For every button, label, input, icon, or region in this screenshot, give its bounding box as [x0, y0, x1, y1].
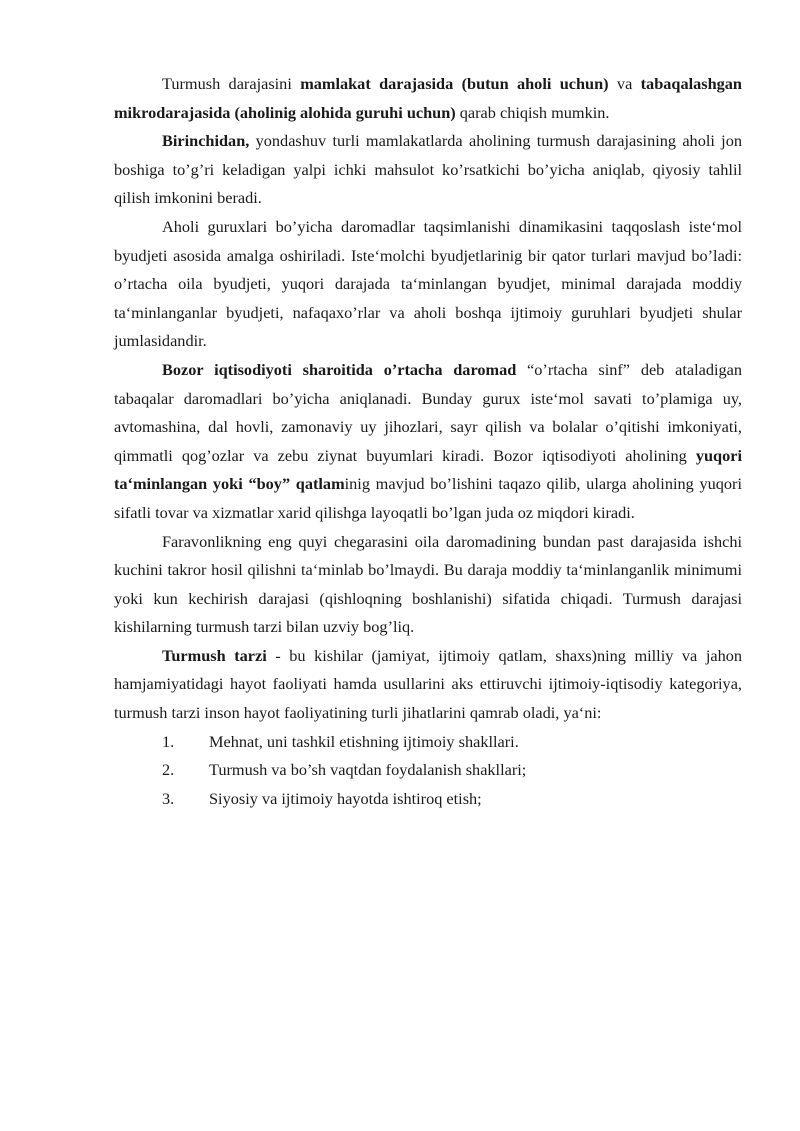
- numbered-list: [114, 728, 742, 814]
- document-body: [114, 70, 742, 728]
- list-item: [114, 728, 742, 757]
- bold-text-run: tabaqalashgan mikrodarajasida (aholinig alohida guruhi uchun): [114, 74, 742, 122]
- list-item-number: 2.: [162, 760, 175, 780]
- list-item-number: 3.: [162, 788, 175, 808]
- list-item-text: Turmush va bo’sh vaqtdan foydalanish shakllari;: [209, 760, 527, 780]
- bold-text-run: yuqori ta‘minlangan yoki “boy” qatlam: [114, 445, 742, 494]
- text-run: yondashuv turli mamlakatlarda aholining turmush darajasining aholi jon boshiga to’g’ri keladigan yalpi ichki mahsulot ko’rsatkichi bo’yicha aniqlab, qiyosiy tahlil qilish imkonini beradi.: [114, 131, 742, 208]
- list-item-number: 1.: [162, 731, 175, 751]
- paragraph: [114, 642, 742, 728]
- document-page: [114, 70, 742, 813]
- list-item-text: Mehnat, uni tashkil etishning ijtimoiy shakllari.: [209, 731, 519, 751]
- paragraph: [114, 70, 742, 127]
- text-run: va: [608, 74, 641, 93]
- text-run: inig mavjud bo’lishini taqazo qilib, ularga aholining yuqori sifatli tovar va xizmatlar xarid qilishga layoqatli bo’lgan juda oz miqdori kiradi.: [114, 474, 742, 522]
- bold-text-run: Bozor iqtisodiyoti sharoitida o’rtacha daromad: [162, 359, 517, 379]
- text-run: - bu kishilar (jamiyat, ijtimoiy qatlam, shaxs)ning milliy va jahon hamjamiyatidagi hayot faoliyati hamda usullarini aks ettiruvchi ijtimoiy-iqtisodiy kategoriya, turmush tarzi inson hayot faoliyatining turli jihatlarini qamrab oladi, ya‘ni:: [114, 645, 743, 723]
- paragraph: [114, 213, 742, 356]
- list-item: [114, 785, 742, 814]
- paragraph: [114, 356, 742, 528]
- bold-text-run: mamlakat darajasida (butun aholi uchun): [300, 74, 609, 93]
- bold-text-run: Turmush tarzi: [162, 645, 267, 665]
- text-run: qarab chiqish mumkin.: [455, 102, 610, 122]
- paragraph: [114, 528, 742, 642]
- list-item-text: Siyosiy va ijtimoiy hayotda ishtiroq etish;: [209, 788, 482, 808]
- text-run: Faravonlikning eng quyi chegarasini oila daromadining bundan past darajasida ishchi kuchini takror hosil qilishni ta‘minlab bo’lmaydi. Bu daraja moddiy ta‘minlanganlik minimumi yoki kun kechirish darajasi (qishloqning boshlanishi) sifatida chiqadi. Turmush darajasi kishilarning turmush tarzi bilan uzviy bog’liq.: [114, 531, 742, 637]
- text-run: Turmush darajasini: [162, 74, 301, 93]
- paragraph: [114, 127, 742, 213]
- bold-text-run: Birinchidan,: [162, 131, 250, 151]
- text-run: “o’rtacha sinf” deb ataladigan tabaqalar daromadlari bo’yicha aniqlanadi. Bunday gurux iste‘mol savati to’plamiga uy, avtomashina, dal hovli, zamonaviy uy jihozlari, sayr qilish va bolalar o’qitishi imkoniyati, qimmatli qog’ozlar va zebu ziynat buyumlari kiradi. Bozor iqtisodiyoti aholining: [114, 359, 742, 465]
- list-item: [114, 756, 742, 785]
- text-run: Aholi guruxlari bo’yicha daromadlar taqsimlanishi dinamikasini taqqoslash iste‘mol byudjeti asosida amalga oshiriladi. Iste‘molchi byudjetlarinig bir qator turlari mavjud bo’ladi: o’rtacha oila byudjeti, yuqori darajada ta‘minlangan byudjet, minimal darajada moddiy ta‘minlanganlar byudjeti, nafaqaxo’rlar va aholi boshqa ijtimoiy guruhlari byudjeti shular jumlasidandir.: [114, 216, 742, 351]
